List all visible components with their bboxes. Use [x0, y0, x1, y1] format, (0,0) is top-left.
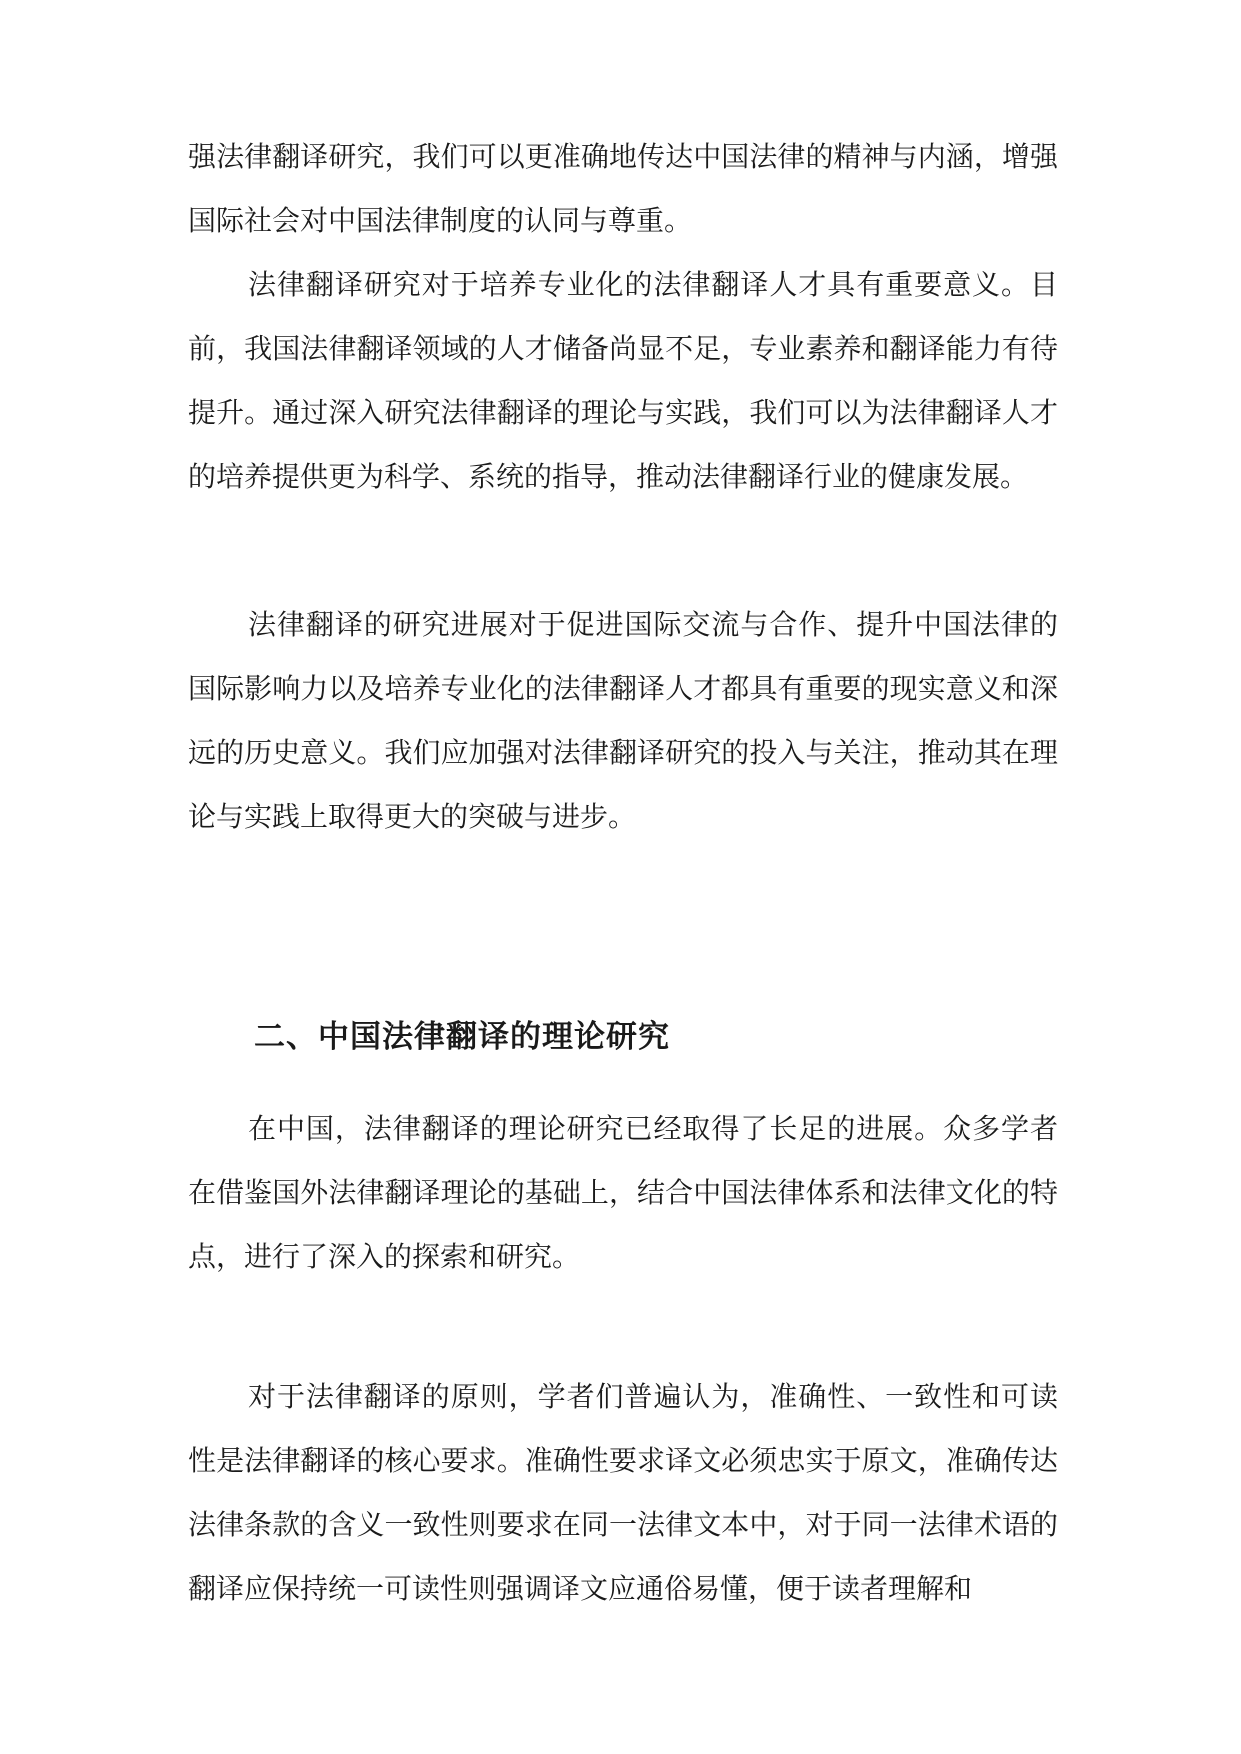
paragraph-theory-progress: 在中国，法律翻译的理论研究已经取得了长足的进展。众多学者在借鉴国外法律翻译理论的基础上，结合中国法律体系和法律文化的特点，进行了深入的探索和研究。: [188, 1112, 1058, 1273]
paragraph-significance-summary: 法律翻译的研究进展对于促进国际交流与合作、提升中国法律的国际影响力以及培养专业化的法律翻译人才都具有重要的现实意义和深远的历史意义。我们应加强对法律翻译研究的投入与关注，推动其在理论与实践上取得更大的突破与进步。: [188, 608, 1058, 833]
paragraph-translation-principles: 对于法律翻译的原则，学者们普遍认为，准确性、一致性和可读性是法律翻译的核心要求。准确性要求译文必须忠实于原文，准确传达法律条款的含义一致性则要求在同一法律文本中，对于同一法律术语的翻译应保持统一可读性则强调译文应通俗易懂，便于读者理解和: [188, 1380, 1058, 1605]
section-heading: 二、中国法律翻译的理论研究: [254, 1019, 670, 1055]
paragraph-continuation: 强法律翻译研究，我们可以更准确地传达中国法律的精神与内涵，增强国际社会对中国法律制度的认同与尊重。: [188, 140, 1058, 237]
paragraph-talent-training: 法律翻译研究对于培养专业化的法律翻译人才具有重要意义。目前，我国法律翻译领域的人才储备尚显不足，专业素养和翻译能力有待提升。通过深入研究法律翻译的理论与实践，我们可以为法律翻译人才的培养提供更为科学、系统的指导，推动法律翻译行业的健康发展。: [188, 268, 1058, 493]
